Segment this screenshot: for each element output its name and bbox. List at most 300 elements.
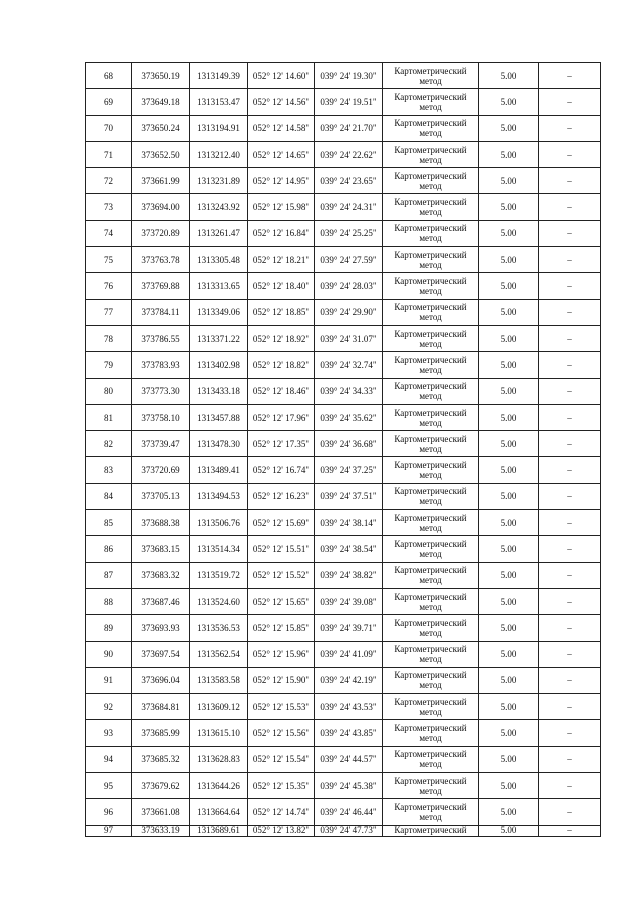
longitude-cell: 039° 24' 29.90" [315,299,383,325]
x-coordinate-cell: 373763.78 [132,247,190,273]
table-row [86,773,601,799]
x-coordinate-cell: 373688.38 [132,510,190,536]
latitude-cell: 052° 12' 14.65" [248,141,315,167]
x-coordinate-cell: 373633.19 [132,825,190,836]
table-row [86,457,601,483]
note-cell: – [539,325,601,351]
x-coordinate-cell: 373773.30 [132,378,190,404]
point-number-cell: 69 [86,89,132,115]
x-coordinate-cell: 373683.15 [132,536,190,562]
x-coordinate-cell: 373694.00 [132,194,190,220]
latitude-cell: 052° 12' 16.84" [248,220,315,246]
method-text: метод [419,75,442,86]
latitude-cell: 052° 12' 14.60" [248,63,315,89]
method-text: метод [419,128,442,139]
accuracy-cell: 5.00 [479,115,539,141]
point-number-cell: 89 [86,615,132,641]
note-cell: – [539,457,601,483]
note-cell: – [539,404,601,430]
method-cell [383,63,479,89]
table-row [86,325,601,351]
note-cell: – [539,588,601,614]
accuracy-cell: 5.00 [479,457,539,483]
method-text: метод [419,470,442,481]
x-coordinate-cell: 373705.13 [132,483,190,509]
latitude-cell: 052° 12' 17.35" [248,431,315,457]
latitude-cell: 052° 12' 18.92" [248,325,315,351]
y-coordinate-cell: 1313457.88 [190,404,248,430]
x-coordinate-cell: 373649.18 [132,89,190,115]
accuracy-cell: 5.00 [479,510,539,536]
method-cell [383,562,479,588]
point-number-cell: 70 [86,115,132,141]
accuracy-cell: 5.00 [479,299,539,325]
method-cell [383,720,479,746]
method-cell [383,378,479,404]
method-cell [383,588,479,614]
accuracy-cell: 5.00 [479,720,539,746]
y-coordinate-cell: 1313243.92 [190,194,248,220]
y-coordinate-cell: 1313261.47 [190,220,248,246]
y-coordinate-cell: 1313506.76 [190,510,248,536]
table-row [86,404,601,430]
method-cell [383,168,479,194]
note-cell: – [539,141,601,167]
note-cell: – [539,641,601,667]
y-coordinate-cell: 1313402.98 [190,352,248,378]
note-cell: – [539,168,601,194]
method-text: метод [419,154,442,165]
point-number-cell: 94 [86,746,132,772]
method-text: Картометрический [394,354,467,365]
y-coordinate-cell: 1313689.61 [190,825,248,836]
longitude-cell: 039° 24' 46.44" [315,799,383,825]
x-coordinate-cell: 373683.32 [132,562,190,588]
method-cell [383,667,479,693]
point-number-cell: 75 [86,247,132,273]
accuracy-cell: 5.00 [479,141,539,167]
longitude-cell: 039° 24' 37.51" [315,483,383,509]
method-text: Картометрический [394,223,467,234]
longitude-cell: 039° 24' 32.74" [315,352,383,378]
latitude-cell: 052° 12' 15.35" [248,773,315,799]
y-coordinate-cell: 1313433.18 [190,378,248,404]
note-cell: – [539,773,601,799]
note-cell: – [539,299,601,325]
table-row [86,641,601,667]
method-text: Картометрический [394,433,467,444]
method-text: метод [419,259,442,270]
accuracy-cell: 5.00 [479,799,539,825]
method-cell [383,299,479,325]
note-cell: – [539,746,601,772]
latitude-cell: 052° 12' 16.74" [248,457,315,483]
y-coordinate-cell: 1313194.91 [190,115,248,141]
accuracy-cell: 5.00 [479,483,539,509]
method-cell [383,615,479,641]
x-coordinate-cell: 373684.81 [132,694,190,720]
latitude-cell: 052° 12' 14.58" [248,115,315,141]
table-row [86,746,601,772]
method-text: Картометрический [394,249,467,260]
accuracy-cell: 5.00 [479,588,539,614]
method-text: Картометрический [394,302,467,313]
longitude-cell: 039° 24' 47.73" [315,825,383,836]
method-cell [383,352,479,378]
accuracy-cell: 5.00 [479,194,539,220]
method-text: Картометрический [394,565,467,576]
latitude-cell: 052° 12' 14.56" [248,89,315,115]
method-text: Картометрический [394,617,467,628]
note-cell: – [539,63,601,89]
x-coordinate-cell: 373685.99 [132,720,190,746]
y-coordinate-cell: 1313519.72 [190,562,248,588]
method-text: метод [419,101,442,112]
y-coordinate-cell: 1313494.53 [190,483,248,509]
table-row [86,115,601,141]
longitude-cell: 039° 24' 38.82" [315,562,383,588]
longitude-cell: 039° 24' 36.68" [315,431,383,457]
table-row [86,510,601,536]
x-coordinate-cell: 373720.69 [132,457,190,483]
y-coordinate-cell: 1313478.30 [190,431,248,457]
method-text: Картометрический [394,381,467,392]
x-coordinate-cell: 373786.55 [132,325,190,351]
method-cell [383,325,479,351]
note-cell: – [539,536,601,562]
y-coordinate-cell: 1313615.10 [190,720,248,746]
latitude-cell: 052° 12' 15.56" [248,720,315,746]
x-coordinate-cell: 373720.89 [132,220,190,246]
y-coordinate-cell: 1313536.53 [190,615,248,641]
note-cell: – [539,510,601,536]
point-number-cell: 83 [86,457,132,483]
method-text: Картометрический [394,512,467,523]
method-text: Картометрический [394,825,467,835]
table-row [86,431,601,457]
longitude-cell: 039° 24' 19.51" [315,89,383,115]
method-text: метод [419,286,442,297]
table-row [86,694,601,720]
x-coordinate-cell: 373784.11 [132,299,190,325]
method-cell [383,641,479,667]
accuracy-cell: 5.00 [479,352,539,378]
point-number-cell: 81 [86,404,132,430]
note-cell: – [539,483,601,509]
table-row [86,825,601,836]
method-text: метод [419,443,442,454]
latitude-cell: 052° 12' 14.74" [248,799,315,825]
method-text: метод [419,417,442,428]
method-text: метод [419,548,442,559]
method-cell [383,773,479,799]
accuracy-cell: 5.00 [479,247,539,273]
accuracy-cell: 5.00 [479,378,539,404]
table-row [86,299,601,325]
accuracy-cell: 5.00 [479,694,539,720]
accuracy-cell: 5.00 [479,325,539,351]
method-text: Картометрический [394,723,467,734]
accuracy-cell: 5.00 [479,220,539,246]
latitude-cell: 052° 12' 17.96" [248,404,315,430]
point-number-cell: 80 [86,378,132,404]
method-text: Картометрический [394,170,467,181]
accuracy-cell: 5.00 [479,89,539,115]
note-cell: – [539,799,601,825]
latitude-cell: 052° 12' 16.23" [248,483,315,509]
method-text: Картометрический [394,276,467,287]
table-row [86,378,601,404]
longitude-cell: 039° 24' 28.03" [315,273,383,299]
longitude-cell: 039° 24' 45.38" [315,773,383,799]
note-cell: – [539,615,601,641]
note-cell: – [539,667,601,693]
table-row [86,168,601,194]
method-cell [383,457,479,483]
note-cell: – [539,694,601,720]
method-text: метод [419,180,442,191]
y-coordinate-cell: 1313609.12 [190,694,248,720]
note-cell: – [539,247,601,273]
accuracy-cell: 5.00 [479,641,539,667]
method-cell [383,799,479,825]
note-cell: – [539,220,601,246]
point-number-cell: 92 [86,694,132,720]
accuracy-cell: 5.00 [479,273,539,299]
method-text: метод [419,733,442,744]
point-number-cell: 96 [86,799,132,825]
point-number-cell: 90 [86,641,132,667]
table-row [86,141,601,167]
method-text: Картометрический [394,197,467,208]
x-coordinate-cell: 373769.88 [132,273,190,299]
latitude-cell: 052° 12' 15.96" [248,641,315,667]
method-text: метод [419,575,442,586]
note-cell: – [539,378,601,404]
method-text: метод [419,785,442,796]
method-text: Картометрический [394,486,467,497]
method-cell [383,273,479,299]
method-cell [383,247,479,273]
method-text: метод [419,522,442,533]
point-number-cell: 97 [86,825,132,836]
note-cell: – [539,194,601,220]
x-coordinate-cell: 373758.10 [132,404,190,430]
method-text: метод [419,207,442,218]
point-number-cell: 82 [86,431,132,457]
longitude-cell: 039° 24' 38.54" [315,536,383,562]
point-number-cell: 76 [86,273,132,299]
point-number-cell: 78 [86,325,132,351]
method-cell [383,194,479,220]
latitude-cell: 052° 12' 15.85" [248,615,315,641]
accuracy-cell: 5.00 [479,404,539,430]
method-text: метод [419,338,442,349]
point-number-cell: 88 [86,588,132,614]
longitude-cell: 039° 24' 37.25" [315,457,383,483]
method-text: Картометрический [394,538,467,549]
table-row [86,615,601,641]
longitude-cell: 039° 24' 35.62" [315,404,383,430]
note-cell: – [539,89,601,115]
point-number-cell: 85 [86,510,132,536]
point-number-cell: 95 [86,773,132,799]
y-coordinate-cell: 1313664.64 [190,799,248,825]
method-cell [383,510,479,536]
method-text: метод [419,627,442,638]
method-text: Картометрический [394,91,467,102]
method-text: метод [419,759,442,770]
accuracy-cell: 5.00 [479,615,539,641]
table-row [86,63,601,89]
longitude-cell: 039° 24' 43.53" [315,694,383,720]
method-cell [383,431,479,457]
note-cell: – [539,431,601,457]
x-coordinate-cell: 373679.62 [132,773,190,799]
longitude-cell: 039° 24' 44.57" [315,746,383,772]
y-coordinate-cell: 1313644.26 [190,773,248,799]
latitude-cell: 052° 12' 18.82" [248,352,315,378]
table-row [86,483,601,509]
method-text: метод [419,233,442,244]
point-number-cell: 84 [86,483,132,509]
method-text: метод [419,601,442,612]
longitude-cell: 039° 24' 34.33" [315,378,383,404]
method-text: Картометрический [394,801,467,812]
accuracy-cell: 5.00 [479,536,539,562]
latitude-cell: 052° 12' 18.85" [248,299,315,325]
x-coordinate-cell: 373652.50 [132,141,190,167]
latitude-cell: 052° 12' 13.82" [248,825,315,836]
x-coordinate-cell: 373783.93 [132,352,190,378]
latitude-cell: 052° 12' 15.98" [248,194,315,220]
method-text: Картометрический [394,670,467,681]
method-text: Картометрический [394,144,467,155]
latitude-cell: 052° 12' 15.52" [248,562,315,588]
point-number-cell: 79 [86,352,132,378]
latitude-cell: 052° 12' 15.69" [248,510,315,536]
table-row [86,536,601,562]
longitude-cell: 039° 24' 39.08" [315,588,383,614]
table-row [86,588,601,614]
x-coordinate-cell: 373661.08 [132,799,190,825]
y-coordinate-cell: 1313489.41 [190,457,248,483]
coordinates-table [85,62,601,837]
point-number-cell: 72 [86,168,132,194]
method-text: Картометрический [394,65,467,76]
method-text: метод [419,312,442,323]
method-cell [383,220,479,246]
point-number-cell: 68 [86,63,132,89]
method-text: метод [419,391,442,402]
method-cell [383,825,479,836]
table-row [86,220,601,246]
method-text: метод [419,654,442,665]
note-cell: – [539,720,601,746]
latitude-cell: 052° 12' 18.46" [248,378,315,404]
longitude-cell: 039° 24' 25.25" [315,220,383,246]
latitude-cell: 052° 12' 15.53" [248,694,315,720]
method-cell [383,115,479,141]
y-coordinate-cell: 1313231.89 [190,168,248,194]
longitude-cell: 039° 24' 31.07" [315,325,383,351]
longitude-cell: 039° 24' 39.71" [315,615,383,641]
method-text: Картометрический [394,460,467,471]
point-number-cell: 93 [86,720,132,746]
latitude-cell: 052° 12' 15.54" [248,746,315,772]
method-text: Картометрический [394,118,467,129]
method-text: Картометрический [394,696,467,707]
note-cell: – [539,825,601,836]
longitude-cell: 039° 24' 42.19" [315,667,383,693]
method-text: Картометрический [394,775,467,786]
method-text: Картометрический [394,749,467,760]
method-text: метод [419,680,442,691]
method-cell [383,746,479,772]
table-row [86,799,601,825]
longitude-cell: 039° 24' 43.85" [315,720,383,746]
table-row [86,194,601,220]
method-text: Картометрический [394,407,467,418]
table-row [86,352,601,378]
method-cell [383,694,479,720]
longitude-cell: 039° 24' 27.59" [315,247,383,273]
accuracy-cell: 5.00 [479,562,539,588]
table-row [86,562,601,588]
method-cell [383,89,479,115]
table-row [86,247,601,273]
latitude-cell: 052° 12' 14.95" [248,168,315,194]
method-text: метод [419,364,442,375]
method-cell [383,483,479,509]
y-coordinate-cell: 1313514.34 [190,536,248,562]
y-coordinate-cell: 1313313.65 [190,273,248,299]
latitude-cell: 052° 12' 18.21" [248,247,315,273]
point-number-cell: 86 [86,536,132,562]
y-coordinate-cell: 1313212.40 [190,141,248,167]
accuracy-cell: 5.00 [479,825,539,836]
method-text: Картометрический [394,328,467,339]
note-cell: – [539,562,601,588]
note-cell: – [539,115,601,141]
method-cell [383,141,479,167]
table-row [86,89,601,115]
y-coordinate-cell: 1313628.83 [190,746,248,772]
accuracy-cell: 5.00 [479,773,539,799]
method-cell [383,536,479,562]
accuracy-cell: 5.00 [479,431,539,457]
x-coordinate-cell: 373685.32 [132,746,190,772]
table-row [86,720,601,746]
accuracy-cell: 5.00 [479,168,539,194]
accuracy-cell: 5.00 [479,63,539,89]
latitude-cell: 052° 12' 15.65" [248,588,315,614]
x-coordinate-cell: 373739.47 [132,431,190,457]
method-text: метод [419,706,442,717]
method-text: метод [419,496,442,507]
y-coordinate-cell: 1313583.58 [190,667,248,693]
y-coordinate-cell: 1313153.47 [190,89,248,115]
y-coordinate-cell: 1313349.06 [190,299,248,325]
y-coordinate-cell: 1313305.48 [190,247,248,273]
point-number-cell: 77 [86,299,132,325]
x-coordinate-cell: 373696.04 [132,667,190,693]
y-coordinate-cell: 1313562.54 [190,641,248,667]
table-row [86,273,601,299]
method-text: метод [419,811,442,822]
x-coordinate-cell: 373650.24 [132,115,190,141]
latitude-cell: 052° 12' 15.51" [248,536,315,562]
